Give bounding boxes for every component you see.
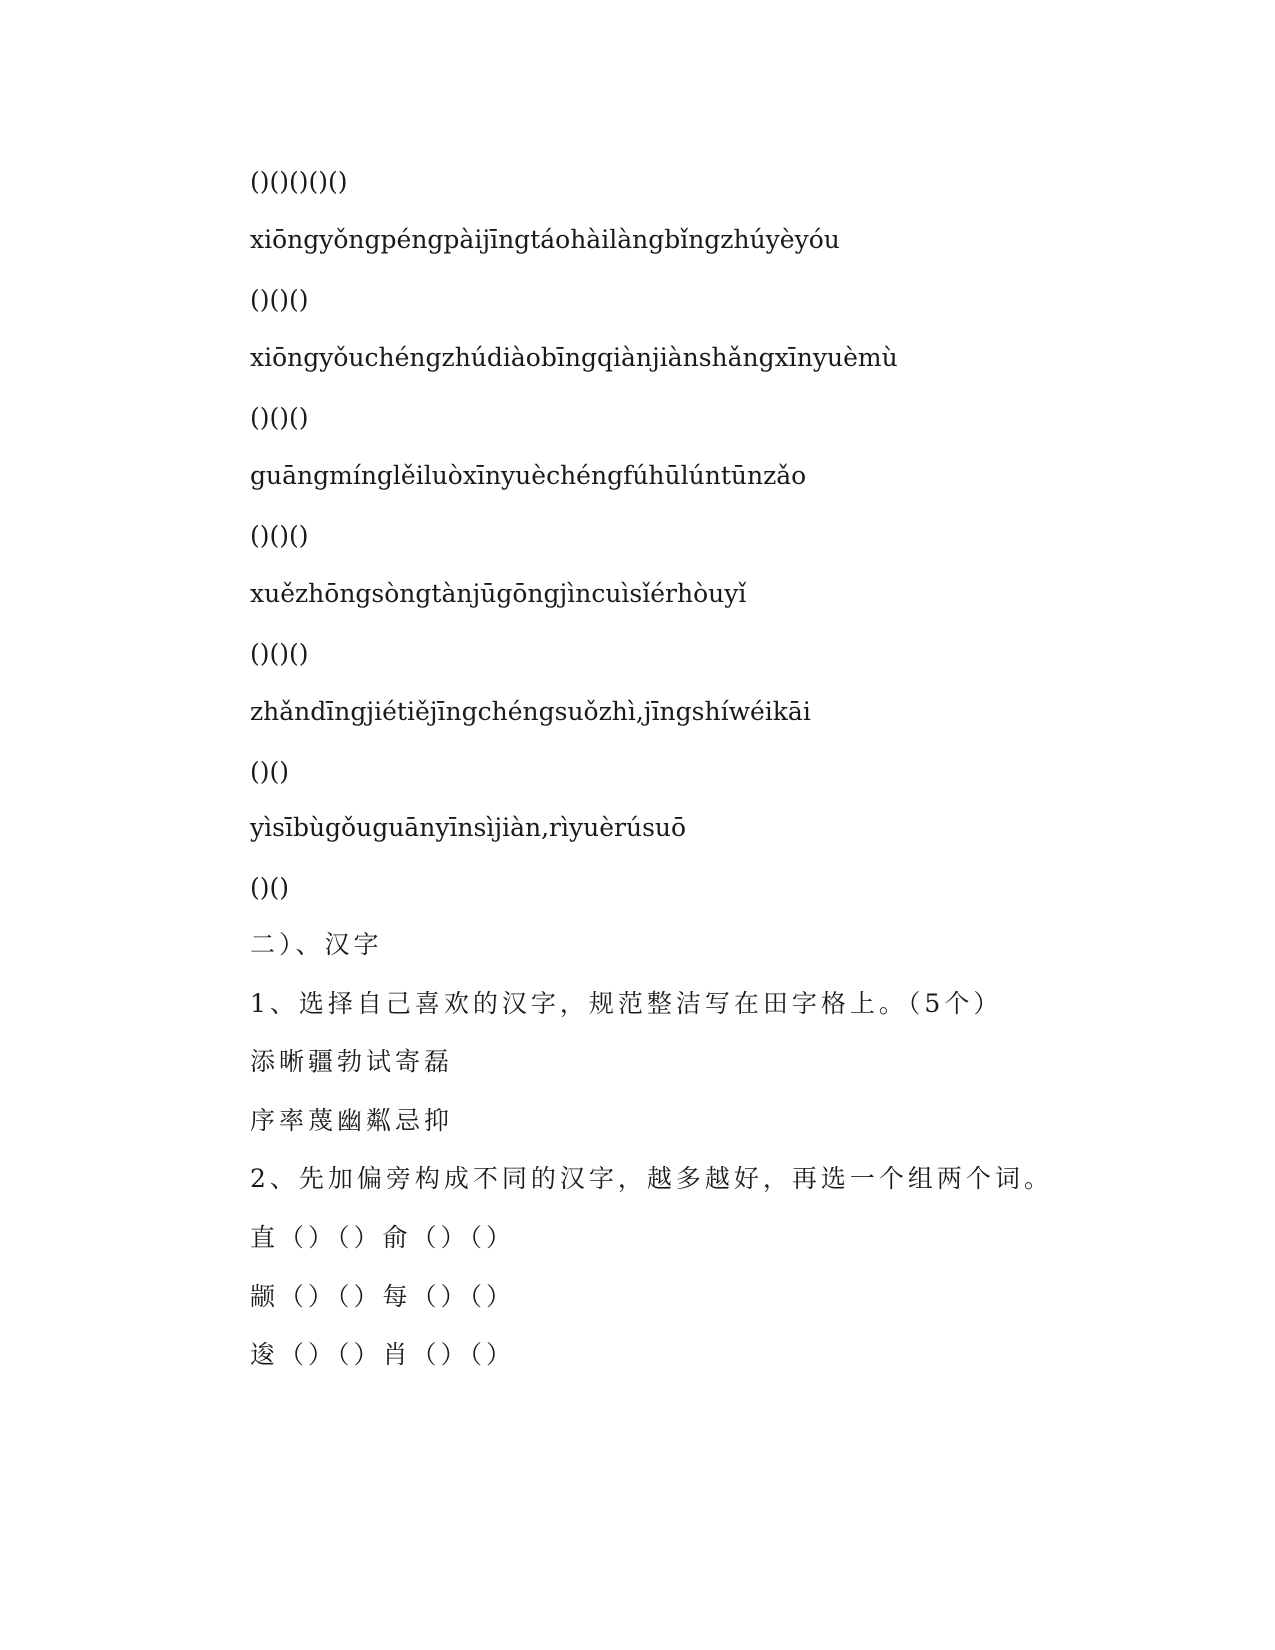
pinyin-line: xuězhōngsòngtànjūgōngjìncuìsǐérhòuyǐ [250, 579, 747, 608]
character-list-2: 序率蔑幽粼忌抑 [250, 1106, 454, 1135]
answer-brackets-row: ()() [250, 873, 290, 902]
answer-brackets-row: ()()() [250, 403, 309, 432]
answer-brackets-row: ()()() [250, 639, 309, 668]
radical-exercise-row: 逡（）（）肖（）（） [250, 1340, 516, 1369]
question-2: 2、先加偏旁构成不同的汉字，越多越好，再选一个组两个词。 [250, 1164, 1053, 1193]
pinyin-line: zhǎndīngjiétiějīngchéngsuǒzhì,jīngshíwéikāi [250, 697, 811, 726]
radical-exercise-row: 颛（）（）每（）（） [250, 1282, 516, 1311]
pinyin-line: xiōngyǒngpéngpàijīngtáohàilàngbǐngzhúyèyóu [250, 225, 840, 254]
answer-brackets-row: ()()()()() [250, 167, 348, 196]
character-list-1: 添晰疆勃试寄磊 [250, 1047, 454, 1076]
section-heading: 二）、汉字 [250, 930, 383, 959]
pinyin-line: yìsībùgǒuguānyīnsìjiàn,rìyuèrúsuō [250, 813, 687, 842]
answer-brackets-row: ()()() [250, 285, 309, 314]
answer-brackets-row: ()()() [250, 521, 309, 550]
pinyin-line: xiōngyǒuchéngzhúdiàobīngqiànjiànshǎngxīnyuèmù [250, 343, 898, 372]
question-1: 1、选择自己喜欢的汉字，规范整洁写在田字格上。（5个） [250, 989, 1003, 1018]
radical-exercise-row: 直（）（）俞（）（） [250, 1223, 516, 1252]
pinyin-line: guāngmínglěiluòxīnyuèchéngfúhūlúntūnzǎo [250, 461, 807, 490]
answer-brackets-row: ()() [250, 757, 290, 786]
